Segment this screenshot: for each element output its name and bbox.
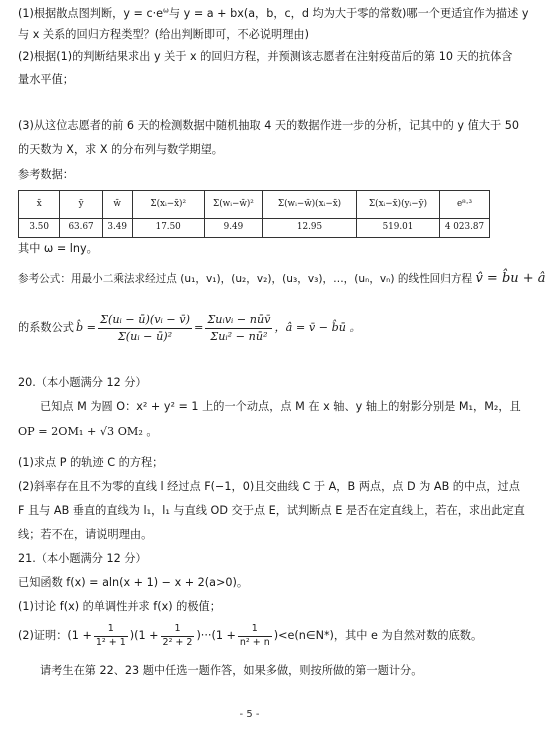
question-20-part2-line1: (2)斜率存在且不为零的直线 l 经过点 F(−1，0)且交曲线 C 于 A，B 两点，点 D 为 AB 的中点，过点 — [18, 480, 520, 493]
part2-line1: (2)根据(1)的判断结果求出 y 关于 x 的回归方程，并预测该志愿者在注射疫苗后的第 10 天的抗体含 — [18, 50, 513, 63]
fraction-term-1: $\frac{1}{\text{1² + 1}}$ — [95, 622, 126, 648]
table-header-row — [19, 191, 490, 219]
page-number: - 5 - — [239, 709, 260, 720]
coefficient-formula: 的系数公式 b̂ = $\frac{\text{Σ(uᵢ − ū)(vᵢ − v̄)}}{\text{Σ(uᵢ − ū)²}}$ = $\frac{\text{Σuᵢvᵢ − nūv̄}}{\text{Σuᵢ² − nū²}}$ ，â = v̄ − b̂ū 。 — [18, 313, 361, 343]
part2-line2: 量水平值； — [18, 73, 74, 86]
table-row — [19, 219, 490, 238]
question-20-part2-line2: F 且与 AB 垂直的直线为 l₁，l₁ 与直线 OD 交于点 E，试判断点 E 是否在定直线上，若在，求出此定直 — [18, 504, 525, 517]
table-header-cell: Σ(wᵢ−w̄)(xᵢ−x̄) — [263, 191, 357, 219]
table-cell: 12.95 — [263, 219, 357, 238]
formula-intro: 参考公式：用最小二乘法求经过点 (u₁，v₁)，(u₂，v₂)，(u₃，v₃)，…，(uₙ，vₙ) 的线性回归方程 v̂ = b̂u + â — [18, 271, 546, 286]
formula-fraction-2: $\frac{\text{Σuᵢvᵢ − nūv̄}}{\text{Σuᵢ² − nū²}}$ — [207, 313, 271, 343]
reference-data-table — [18, 190, 490, 238]
question-21-function: 已知函数 f(x) = aln(x + 1) − x + 2(a>0)。 — [18, 576, 249, 589]
table-cell: 4 023.87 — [440, 219, 490, 238]
table-cell: 63.67 — [60, 219, 102, 238]
table-header-cell: x̄ — [19, 191, 60, 219]
table-cell: 519.01 — [356, 219, 439, 238]
question-20-vector: OP = 2OM₁ + √3 OM₂ 。 — [18, 425, 158, 438]
question-21-part2: (2)证明： (1 + $\frac{1}{\text{1² + 1}}$ )(1 + $\frac{1}{\text{2² + 2}}$ )···(1 + $\frac{1}{\text{n² + n}}$ )<e(n∈N*)，其中 e 为自然对数的底数。 — [18, 622, 483, 648]
reference-data-title: 参考数据： — [18, 168, 74, 181]
table-cell: 3.50 — [19, 219, 60, 238]
omega-note: 其中 ω = lny。 — [18, 242, 98, 255]
question-20-title: 20.（本小题满分 12 分） — [18, 376, 147, 389]
question-21-part1: (1)讨论 f(x) 的单调性并求 f(x) 的极值； — [18, 600, 221, 613]
instruction-text: 请考生在第 22、23 题中任选一题作答，如果多做，则按所做的第一题计分。 — [40, 664, 423, 677]
fraction-term-n: $\frac{1}{\text{n² + n}}$ — [239, 622, 270, 648]
table-cell: 9.49 — [204, 219, 262, 238]
fraction-term-2: $\frac{1}{\text{2² + 2}}$ — [162, 622, 193, 648]
part1-line2: 与 x 关系的回归方程类型？(给出判断即可，不必说明理由) — [18, 28, 309, 41]
formula-fraction-1: $\frac{\text{Σ(uᵢ − ū)(vᵢ − v̄)}}{\text{Σ(uᵢ − ū)²}}$ — [100, 313, 190, 343]
table-header-cell: w̄ — [102, 191, 132, 219]
part3-line1: (3)从这位志愿者的前 6 天的检测数据中随机抽取 4 天的数据作进一步的分析，记其中的 y 值大于 50 — [18, 119, 519, 132]
part3-line2: 的天数为 X，求 X 的分布列与数学期望。 — [18, 143, 223, 156]
table-cell: 17.50 — [132, 219, 204, 238]
table-header-cell: ȳ — [60, 191, 102, 219]
question-20-part1: (1)求点 P 的轨迹 C 的方程； — [18, 456, 164, 469]
table-header-cell: Σ(xᵢ−x̄)² — [132, 191, 204, 219]
table-header-cell: Σ(xᵢ−x̄)(yᵢ−ȳ) — [356, 191, 439, 219]
table-header-cell: e⁸·³ — [440, 191, 490, 219]
question-21-title: 21.（本小题满分 12 分） — [18, 552, 147, 565]
part1-line1: (1)根据散点图判断，$y = c\cdot e^\omega$与 y = a + bx(a，b，c，d 均为大于零的常数)哪一个更适宜作为描述 y — [18, 6, 529, 20]
table-cell: 3.49 — [102, 219, 132, 238]
question-20-stem: 已知点 M 为圆 O：x² + y² = 1 上的一个动点，点 M 在 x 轴、y 轴上的射影分别是 M₁，M₂，且 — [40, 400, 521, 413]
question-20-part2-line3: 线；若不在，请说明理由。 — [18, 528, 153, 541]
table-header-cell: Σ(wᵢ−w̄)² — [204, 191, 262, 219]
